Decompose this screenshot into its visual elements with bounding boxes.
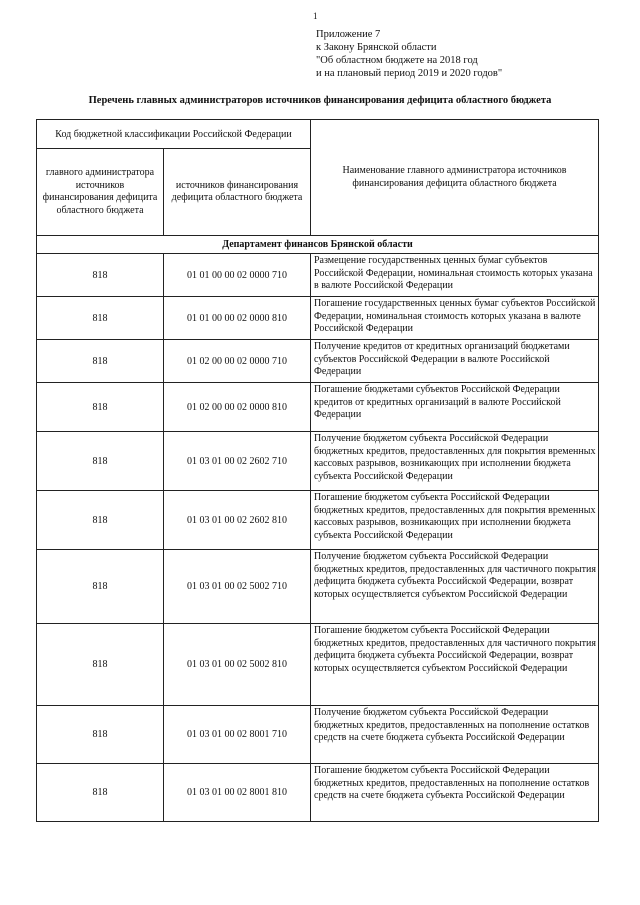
admin-code-cell: 818 xyxy=(37,383,164,432)
table-row xyxy=(37,340,599,383)
table-row xyxy=(37,297,599,340)
name-cell: Погашение бюджетом субъекта Российской Федерации бюджетных кредитов, предоставленных для частичного покрытия дефицита бюджета субъекта Российской Федерации, возврат которых осуществляется субъектом Российской Федерации xyxy=(311,624,599,706)
source-code-cell: 01 03 01 00 02 2602 710 xyxy=(164,432,311,491)
admin-column-header: главного администратора источников финансирования дефицита областного бюджета xyxy=(37,149,164,236)
administrators-table xyxy=(36,119,599,822)
name-cell: Погашение государственных ценных бумаг субъектов Российской Федерации, номинальная стоимость которых указана в валюте Российской Федерации xyxy=(311,297,599,340)
source-code-cell: 01 03 01 00 02 8001 710 xyxy=(164,706,311,764)
source-code-cell: 01 01 00 00 02 0000 710 xyxy=(164,254,311,297)
admin-code-cell: 818 xyxy=(37,432,164,491)
admin-code-cell: 818 xyxy=(37,297,164,340)
admin-code-cell: 818 xyxy=(37,340,164,383)
appendix-line: и на плановый период 2019 и 2020 годов" xyxy=(316,68,503,79)
source-code-cell: 01 03 01 00 02 5002 710 xyxy=(164,550,311,624)
appendix-line: к Закону Брянской области xyxy=(316,42,437,53)
source-column-header: источников финансирования дефицита областного бюджета xyxy=(164,149,311,236)
table-row xyxy=(37,491,599,550)
appendix-block xyxy=(316,28,502,80)
name-cell: Погашение бюджетом субъекта Российской Федерации бюджетных кредитов, предоставленных на пополнение остатков средств на счете бюджета субъекта Российской Федерации xyxy=(311,764,599,822)
name-cell: Погашение бюджетами субъектов Российской Федерации кредитов от кредитных организаций в валюте Российской Федерации xyxy=(311,383,599,432)
table-row xyxy=(37,624,599,706)
source-code-cell: 01 03 01 00 02 2602 810 xyxy=(164,491,311,550)
table-row xyxy=(37,254,599,297)
source-code-cell: 01 03 01 00 02 5002 810 xyxy=(164,624,311,706)
name-cell: Получение кредитов от кредитных организаций бюджетами субъектов Российской Федерации в валюте Российской Федерации xyxy=(311,340,599,383)
source-code-cell: 01 03 01 00 02 8001 810 xyxy=(164,764,311,822)
table-row xyxy=(37,432,599,491)
appendix-line: "Об областном бюджете на 2018 год xyxy=(316,55,478,66)
name-cell: Размещение государственных ценных бумаг субъектов Российской Федерации, номинальная стоимость которых указана в валюте Российской Федерации xyxy=(311,254,599,297)
source-code-cell: 01 01 00 00 02 0000 810 xyxy=(164,297,311,340)
admin-code-cell: 818 xyxy=(37,706,164,764)
name-cell: Получение бюджетом субъекта Российской Федерации бюджетных кредитов, предоставленных для покрытия временных кассовых разрывов, возникающих при исполнении бюджета субъекта Российской Федерации xyxy=(311,432,599,491)
page-number: 1 xyxy=(313,11,318,21)
name-cell: Погашение бюджетом субъекта Российской Федерации бюджетных кредитов, предоставленных для покрытия временных кассовых разрывов, возникающих при исполнении бюджета субъекта Российской Федерации xyxy=(311,491,599,550)
department-name: Департамент финансов Брянской области xyxy=(37,236,599,254)
name-column-header: Наименование главного администратора источников финансирования дефицита областного бюджета xyxy=(311,120,599,236)
table-row xyxy=(37,706,599,764)
table-row xyxy=(37,764,599,822)
admin-code-cell: 818 xyxy=(37,764,164,822)
admin-code-cell: 818 xyxy=(37,254,164,297)
admin-code-cell: 818 xyxy=(37,550,164,624)
code-group-header: Код бюджетной классификации Российской Федерации xyxy=(37,120,311,149)
admin-code-cell: 818 xyxy=(37,624,164,706)
admin-code-cell: 818 xyxy=(37,491,164,550)
table-row xyxy=(37,383,599,432)
appendix-line: Приложение 7 xyxy=(316,29,381,40)
source-code-cell: 01 02 00 00 02 0000 810 xyxy=(164,383,311,432)
source-code-cell: 01 02 00 00 02 0000 710 xyxy=(164,340,311,383)
table-row xyxy=(37,550,599,624)
document-title: Перечень главных администраторов источников финансирования дефицита областного бюджета xyxy=(88,95,552,106)
name-cell: Получение бюджетом субъекта Российской Федерации бюджетных кредитов, предоставленных на пополнение остатков средств на счете бюджета субъекта Российской Федерации xyxy=(311,706,599,764)
name-cell: Получение бюджетом субъекта Российской Федерации бюджетных кредитов, предоставленных для частичного покрытия дефицита бюджета субъекта Российской Федерации, возврат которых осуществляется субъектом Российской Федерации xyxy=(311,550,599,624)
department-row xyxy=(37,236,599,254)
header-row xyxy=(37,120,599,149)
